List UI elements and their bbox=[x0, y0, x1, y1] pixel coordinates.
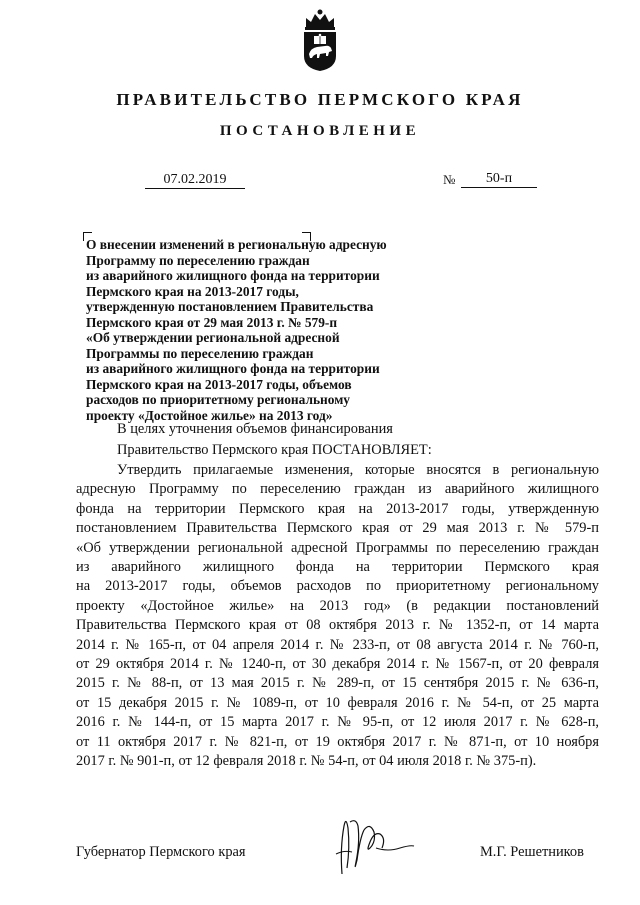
body-line: от 29 октября 2014 г. № 1240-п, от 30 декабря 2014 г. № 1567-п, от 20 февраля bbox=[76, 656, 599, 673]
subject-line: О внесении изменений в региональную адресную bbox=[86, 237, 387, 252]
body-line: 2017 г. № 901-п, от 12 февраля 2018 г. № 54-п, от 04 июля 2018 г. № 375-п). bbox=[76, 753, 537, 770]
body-line: Правительства Пермского края от 08 октября 2013 г. № 1352-п, от 14 марта bbox=[76, 617, 599, 634]
subject-line: из аварийного жилищного фонда на территории bbox=[86, 361, 380, 376]
subject-line: расходов по приоритетному региональному bbox=[86, 392, 351, 407]
body-line: постановлением Правительства Пермского края от 29 мая 2013 г. № 579-п bbox=[76, 520, 599, 537]
subject-line: Пермского края на 2013-2017 годы, bbox=[86, 283, 299, 299]
subject-line: из аварийного жилищного фонда на территории bbox=[86, 268, 380, 283]
body-line: Утвердить прилагаемые изменения, которые вносятся в региональную bbox=[117, 462, 599, 478]
subject-line: утвержденную постановлением Правительства bbox=[86, 299, 374, 314]
document-type: ПОСТАНОВЛЕНИЕ bbox=[219, 123, 421, 139]
body-line: 2015 г. № 88-п, от 13 мая 2015 г. № 289-п, от 15 сентября 2015 г. № 636-п, bbox=[76, 675, 599, 692]
subject-line: Программы по переселению граждан bbox=[86, 345, 314, 361]
coat-of-arms-icon bbox=[298, 6, 342, 72]
subject-line: Пермского края на 2013-2017 годы, объемов bbox=[86, 376, 352, 392]
decree-paragraph: Правительство Пермского края ПОСТАНОВЛЯЕТ: bbox=[117, 442, 432, 458]
body-line: 2014 г. № 165-п, от 04 апреля 2014 г. № 233-п, от 08 августа 2014 г. № 760-п, bbox=[76, 636, 599, 653]
body-line: адресную Программу по переселению граждан из аварийного жилищного bbox=[76, 481, 599, 498]
signer-title: Губернатор Пермского края bbox=[76, 844, 246, 860]
signer-name: М.Г. Решетников bbox=[480, 844, 584, 860]
signature-icon bbox=[330, 808, 415, 878]
document-subject bbox=[86, 237, 446, 423]
subject-line: Программу по переселению граждан bbox=[86, 252, 310, 268]
body-line: проекту «Достойное жилье» на 2013 год» (в редакции постановлений bbox=[76, 597, 599, 614]
subject-line: «Об утверждении региональной адресной bbox=[86, 330, 340, 345]
intro-paragraph: В целях уточнения объемов финансирования bbox=[117, 421, 393, 437]
body-line: от 15 декабря 2015 г. № 1089-п, от 10 февраля 2016 г. № 54-п, от 25 марта bbox=[76, 694, 599, 711]
body-line: «Об утверждении региональной адресной Программы по переселению граждан bbox=[76, 539, 599, 556]
number-sign: № bbox=[443, 172, 456, 187]
body-line: из аварийного жилищного фонда на территории Пермского края bbox=[76, 559, 599, 576]
body-line: фонда на территории Пермского края на 2013-2017 годы, утвержденную bbox=[76, 500, 599, 517]
government-name: ПРАВИТЕЛЬСТВО ПЕРМСКОГО КРАЯ bbox=[116, 90, 524, 109]
subject-line: Пермского края от 29 мая 2013 г. № 579-п bbox=[86, 314, 338, 330]
body-paragraph bbox=[76, 461, 599, 772]
body-line: от 11 октября 2017 г. № 821-п, от 19 октября 2017 г. № 871-п, от 10 ноября bbox=[76, 733, 599, 750]
body-line: 2016 г. № 144-п, от 15 марта 2017 г. № 95-п, от 12 июля 2017 г. № 628-п, bbox=[76, 714, 599, 731]
subject-line: проекту «Достойное жилье» на 2013 год» bbox=[86, 407, 333, 423]
document-date: 07.02.2019 bbox=[145, 172, 245, 189]
document-number: 50-п bbox=[461, 170, 537, 188]
body-line: на 2013-2017 годы, объемов расходов по приоритетному региональному bbox=[76, 578, 599, 595]
